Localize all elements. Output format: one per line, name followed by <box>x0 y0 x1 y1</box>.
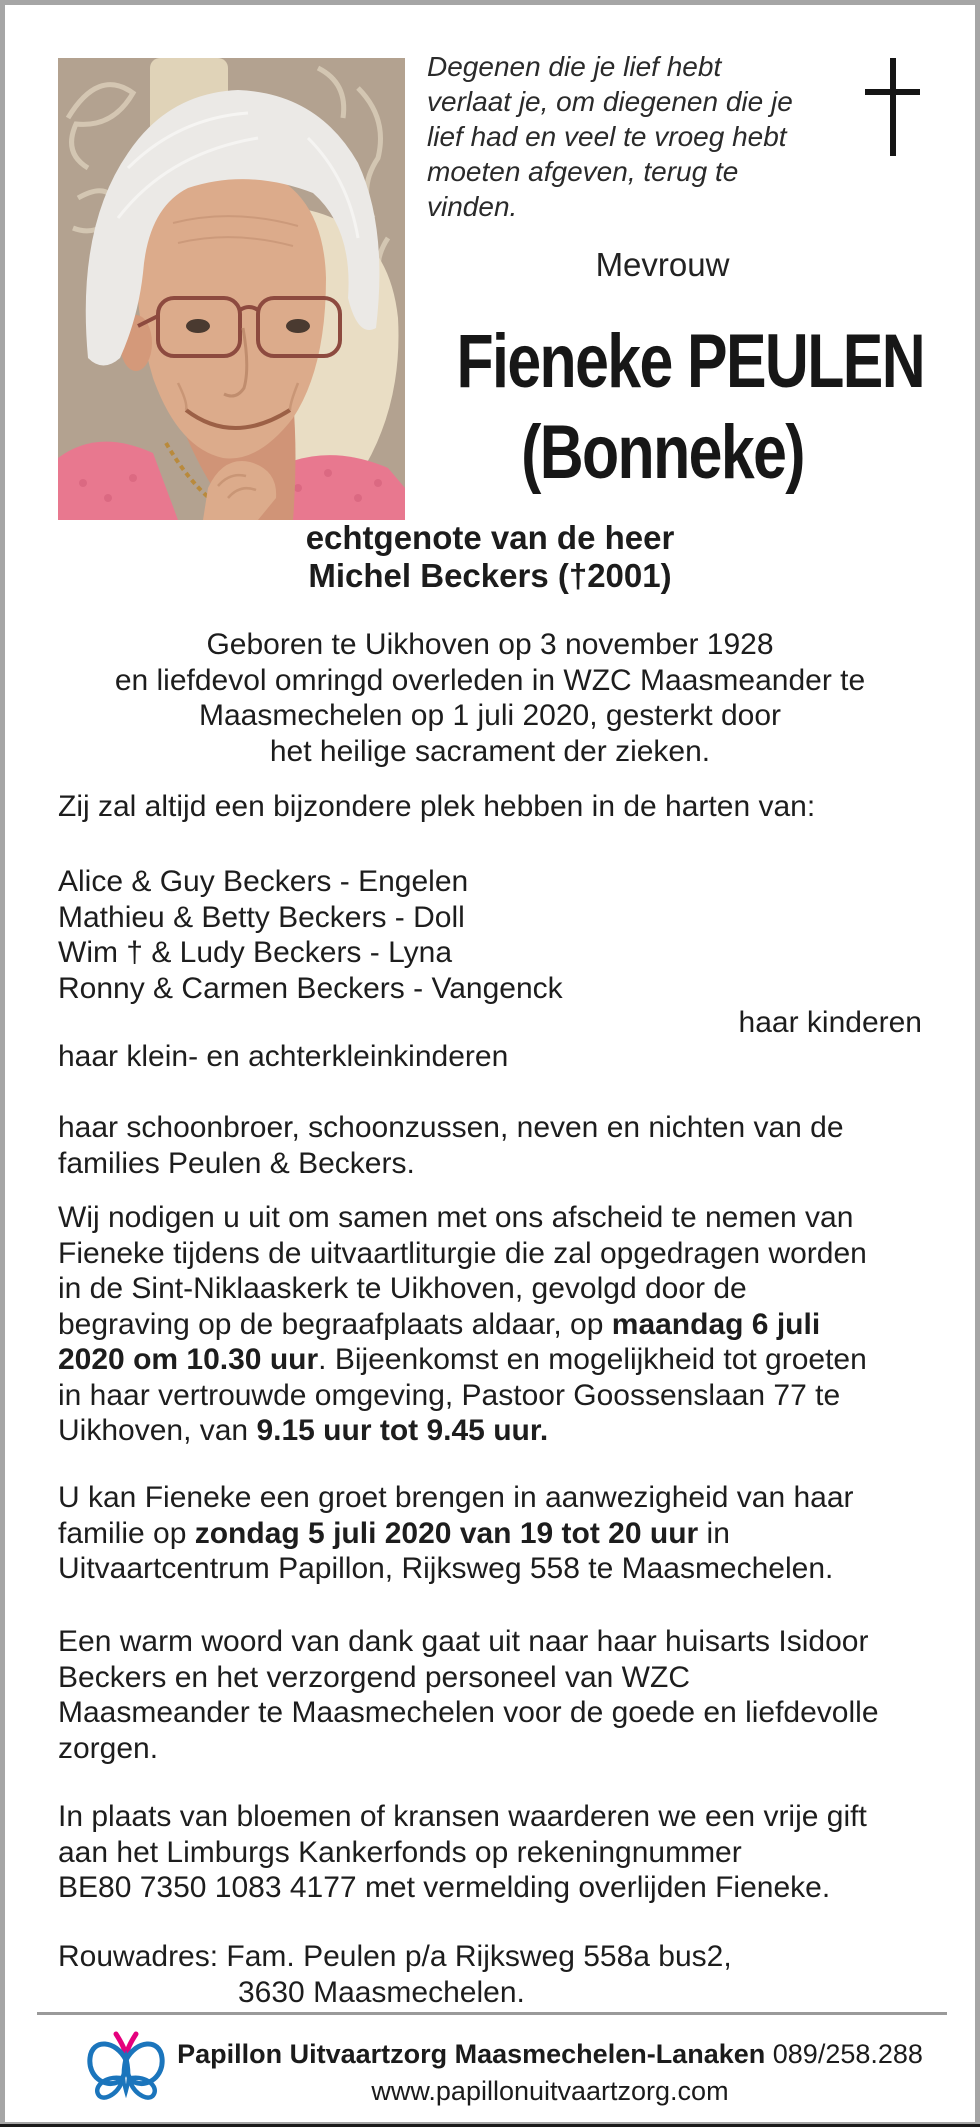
funeral-paragraph: Wij nodigen u uit om samen met ons afscheid te nemen van Fieneke tijdens de uitvaartliturgie die zal opgedragen worden in de Sint-Niklaaskerk te Uikhoven, gevolgd door de begraving op de begraafplaats aldaar, op maandag 6 juli 2020 om 10.30 uur. Bijeenkomst en mogelijkheid tot groeten in haar vertrouwde omgeving, Pastoor Goossenslaan 77 te Uikhoven, van 9.15 uur tot 9.45 uur. <box>58 1201 867 1447</box>
footer-phone: 089/258.288 <box>772 2039 923 2069</box>
rouwadres: Rouwadres: Fam. Peulen p/a Rijksweg 558a bus2, 3630 Maasmechelen. <box>58 1940 732 2009</box>
family-lines: haar schoonbroer, schoonzussen, neven en nichten van de families Peulen & Beckers. <box>58 1111 844 1180</box>
footer-company-line <box>170 2036 930 2073</box>
spouse-of: echtgenote van de heer Michel Beckers (†2001) <box>305 519 675 594</box>
footer-company: Papillon Uitvaartzorg Maasmechelen-Lanaken <box>177 2039 766 2069</box>
birth-death-notice: Geboren te Uikhoven op 3 november 1928 en liefdevol omringd overleden in WZC Maasmeander te Maasmechelen op 1 juli 2020, gesterkt door het heilige sacrament der zieken. <box>114 628 866 768</box>
memorial-quote: Degenen die je lief hebt verlaat je, om diegenen die je lief had en veel te vroeg hebt moeten afgeven, terug te vinden. <box>427 51 793 222</box>
thanks-paragraph: Een warm woord van dank gaat uit naar haar huisarts Isidoor Beckers en het verzorgend personeel van WZC Maasmeander te Maasmechelen voor de goede en liefdevolle zorgen. <box>58 1625 879 1765</box>
footer-text <box>170 2036 930 2110</box>
children-label: haar kinderen <box>738 1006 922 1039</box>
footer-website: www.papillonuitvaartzorg.com <box>371 2076 729 2106</box>
deceased-name <box>456 316 925 498</box>
salutation: Mevrouw <box>595 246 730 283</box>
children-list: Alice & Guy Beckers - Engelen Mathieu & Betty Beckers - Doll Wim † & Ludy Beckers - Lyna Ronny & Carmen Beckers - Vangenck <box>58 865 563 1005</box>
deceased-nickname: (Bonneke) <box>521 410 804 495</box>
eye-right <box>286 319 310 333</box>
eye-left <box>186 319 210 333</box>
donation-paragraph: In plaats van bloemen of kransen waarderen we een vrije gift aan het Limburgs Kankerfonds op rekeningnummer BE80 7350 1083 4177 met vermelding overlijden Fieneke. <box>58 1800 867 1904</box>
footer-divider <box>37 2012 947 2015</box>
latin-cross-icon <box>864 58 922 158</box>
greeting-paragraph: U kan Fieneke een groet brengen in aanwezigheid van haar familie op zondag 5 juli 2020 van 19 tot 20 uur in Uitvaartcentrum Papillon, Rijksweg 558 te Maasmechelen. <box>58 1481 854 1585</box>
portrait-photo-art <box>58 58 405 520</box>
hearts-intro: Zij zal altijd een bijzondere plek hebben in de harten van: <box>58 790 816 823</box>
deceased-name-line1: Fieneke PEULEN <box>456 319 925 404</box>
butterfly-logo <box>86 2026 166 2104</box>
portrait-photo <box>58 58 405 520</box>
grandchildren-line: haar klein- en achterkleinkinderen <box>58 1040 509 1073</box>
